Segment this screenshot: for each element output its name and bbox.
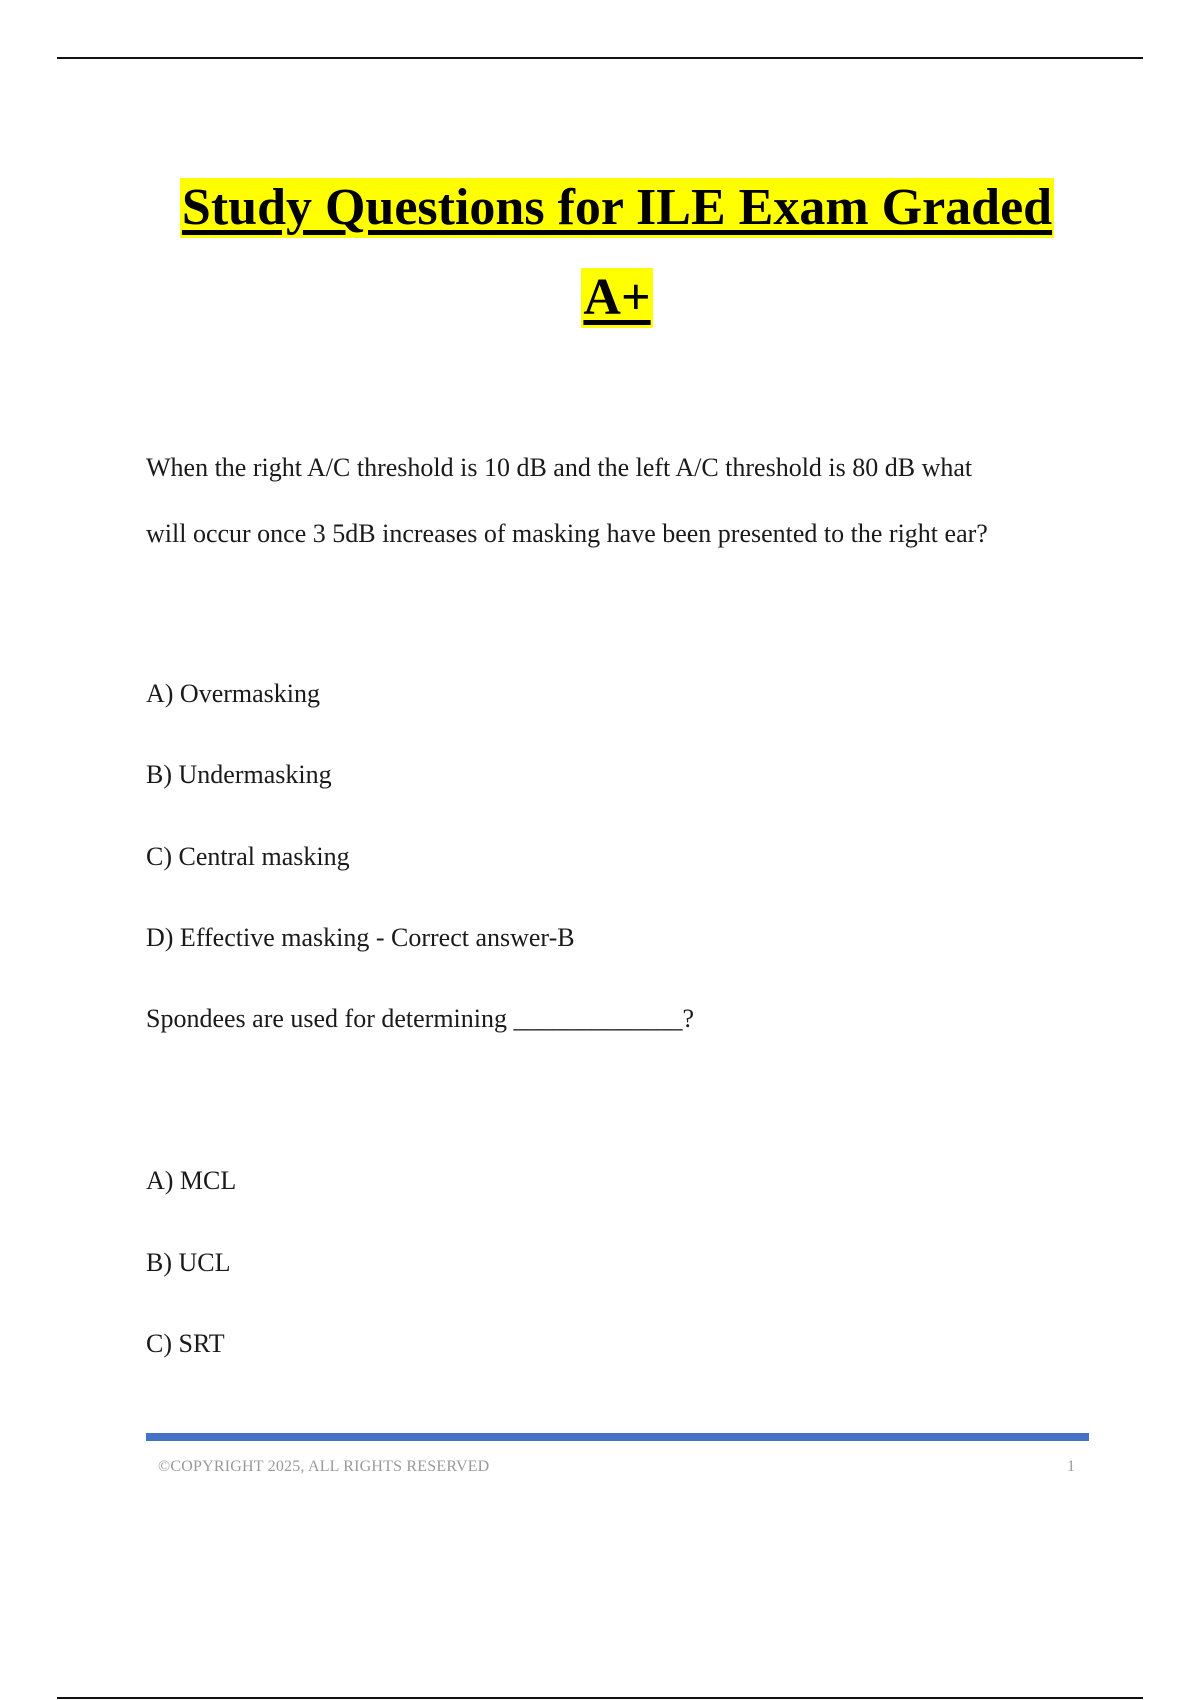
- bottom-rule: [57, 1697, 1143, 1699]
- question-2-option-c: C) SRT: [146, 1329, 225, 1358]
- footer-copyright: ©COPYRIGHT 2025, ALL RIGHTS RESERVED: [158, 1458, 490, 1475]
- question-2-option-b: B) UCL: [146, 1248, 231, 1277]
- question-1-stem-line-2: will occur once 3 5dB increases of masking have been presented to the right ear?: [146, 519, 988, 548]
- question-2-option-a: A) MCL: [146, 1166, 237, 1195]
- question-1-option-d: D) Effective masking - Correct answer-B: [146, 923, 575, 952]
- footer-bar: [146, 1433, 1089, 1441]
- question-1-option-a: A) Overmasking: [146, 679, 321, 708]
- document-title: [0, 178, 1200, 328]
- question-1-option-b: B) Undermasking: [146, 760, 332, 789]
- page-number: 1: [1067, 1458, 1075, 1475]
- question-2-stem: Spondees are used for determining _____________?: [146, 1004, 695, 1033]
- title-line-2: A+: [583, 269, 651, 326]
- title-line-1: Study Questions for ILE Exam Graded: [181, 179, 1053, 236]
- top-rule: [57, 57, 1143, 59]
- question-1-option-c: C) Central masking: [146, 842, 350, 871]
- question-1-stem-line-1: When the right A/C threshold is 10 dB and the left A/C threshold is 80 dB what: [146, 453, 973, 482]
